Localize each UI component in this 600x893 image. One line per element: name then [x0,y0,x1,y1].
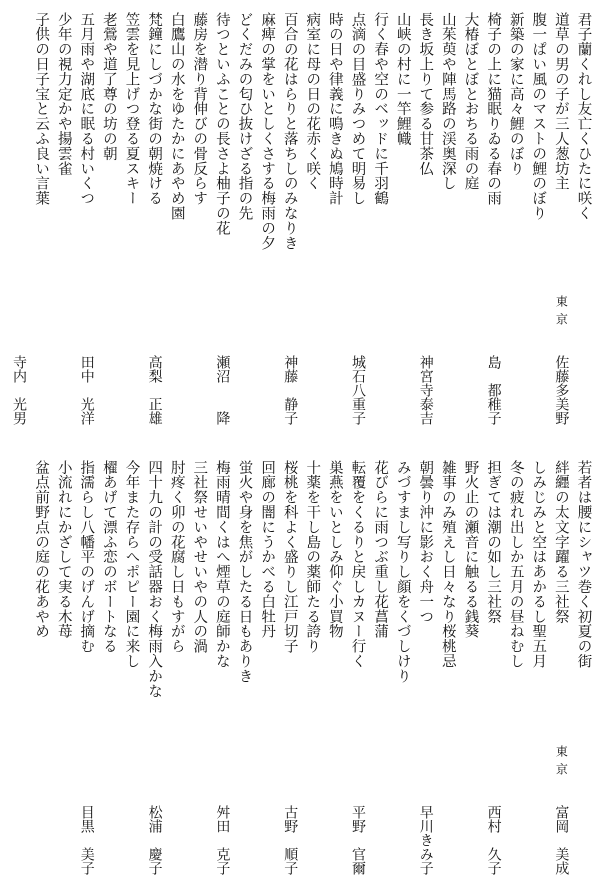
haiku-line: 白鷹山の水をゆたかにあやめ園 [168,12,185,221]
haiku-line: 五月雨や湖底に眠る村いくつ [78,12,95,206]
author-name: 平野 官爾 [350,805,366,875]
haiku-line: 冬の疲れ出しか五月の昼ねむし [507,460,524,669]
haiku-line: みづすまし写りし顔をくづしけり [394,460,411,684]
author-name: 高梨 正雄 [146,355,163,425]
haiku-line: 待つといふことの長さよ柚子の花 [213,12,230,236]
author-name: 寺内 光男 [11,355,27,425]
haiku-line: 椅子の上に猫眠りゐる春の雨 [485,12,502,206]
haiku-line: どくだみの匂ひ抜けざる指の先 [236,12,253,221]
author-name: 城石八重子 [350,355,366,425]
haiku-line: 絆纒の太文字躍る三社祭 [552,460,569,624]
haiku-line: 盆点前野点の庭の花あやめ [33,460,50,639]
haiku-line: 梵鐘にしづかな街の朝焼ける [146,12,163,206]
haiku-line: 行く春や空のベッドに千羽鶴 [372,12,389,206]
author-name: 松浦 慶子 [146,805,163,875]
haiku-line: 山茱萸や陣馬路の渓奥深し [439,12,456,191]
author-name: 神藤 静子 [282,355,299,425]
haiku-line: 道草の男の子が三人葱坊主 [552,12,569,191]
haiku-line: 桜桃を科よく盛りし江戸切子 [281,460,298,654]
haiku-line: 百合の花はらりと落ちしのみなりき [281,12,298,251]
author-name: 早川きみ子 [417,805,434,875]
author-name: 舛田 克子 [214,805,231,875]
haiku-line: 花びらに雨つぶ重し花菖蒲 [372,460,389,639]
haiku-line: 野火止の瀬音に触るる銭葵 [462,460,479,639]
haiku-line: 腹一ぱい風のマストの鯉のぼり [530,12,547,221]
haiku-line: 回廊の闇にうかべる白牡丹 [259,460,276,639]
haiku-line: 十薬を干し島の薬師たる誇り [304,460,321,654]
haiku-line: 転覆をくるりと戻しカヌー行く [349,460,366,669]
author-name: 島 都稚子 [485,355,502,425]
haiku-line: 君子蘭くれし友亡くひたに咲く [575,12,592,221]
haiku-line: 点滴の目盛りみつめて明易し [349,12,366,206]
haiku-line: 今年また存らへポピー園に来し [123,460,140,669]
haiku-line: 少年の視力定かや揚雲雀 [55,12,72,176]
haiku-line: 担ぎては潮の如し三社祭 [485,460,502,624]
haiku-line: 時の日や律義に鳴きぬ鳩時計 [326,12,343,206]
haiku-line: 子供の日子宝と云ふ良い言葉 [33,12,50,206]
haiku-line: 麻痺の掌をいとしくさする梅雨の夕 [259,12,276,251]
haiku-line: 病室に母の日の花赤く咲く [304,12,321,191]
author-location: 東京 [554,745,569,781]
haiku-line: 肘疼く卯の花腐し日もすがら [168,460,185,654]
haiku-line: 巣燕をいとしみ仰ぐ小買物 [326,460,343,639]
haiku-line: 藤房を潜り背伸びの骨反らす [191,12,208,206]
author-name: 目黒 美子 [78,805,95,875]
author-name: 古野 順子 [282,805,299,875]
haiku-line: 新築の家に高々鯉のぼり [507,12,524,176]
haiku-line: 山峡の村に一竿鯉幟 [394,12,411,147]
author-name: 田中 光洋 [78,355,95,425]
haiku-line: 梅雨晴間くはへ煙草の庭師かな [213,460,230,669]
author-location: 東京 [554,295,569,331]
haiku-line: 雑事のみ殖えし日々なり桜桃忌 [439,460,456,669]
haiku-line: しみじみと空はあかるし聖五月 [530,460,547,669]
haiku-line: 櫂あげて漂ふ恋のボートなる [100,460,117,654]
author-name: 佐藤多美野 [553,355,570,425]
haiku-line: 蛍火や身を焦がしたる日もありき [236,460,253,684]
haiku-line: 老鶯や道了尊の坊の朝 [100,12,117,161]
haiku-line: 三社祭せいやせいやの人の渦 [191,460,208,654]
haiku-line: 小流れにかざして実る木苺 [55,460,72,639]
haiku-line: 大椿ぼとぼとおちる雨の庭 [462,12,479,191]
haiku-line: 笠雲を見上げつ登る夏スキー [123,12,140,206]
author-name: 神宮寺泰吉 [417,355,434,425]
haiku-line: 長き坂上りて参る甘茶仏 [417,12,434,176]
author-name: 富岡 美成 [553,805,570,875]
haiku-line: 若者は腰にシャツ巻く初夏の街 [575,460,592,669]
haiku-line: 朝曇り沖に影おく舟一つ [417,460,434,624]
author-name: 瀬沼 降 [214,355,231,425]
author-name: 西村 久子 [485,805,502,875]
haiku-line: 指濡らし八幡平のげんげ摘む [78,460,95,654]
haiku-line: 四十九の計の受話器おく梅雨入かな [146,460,163,699]
